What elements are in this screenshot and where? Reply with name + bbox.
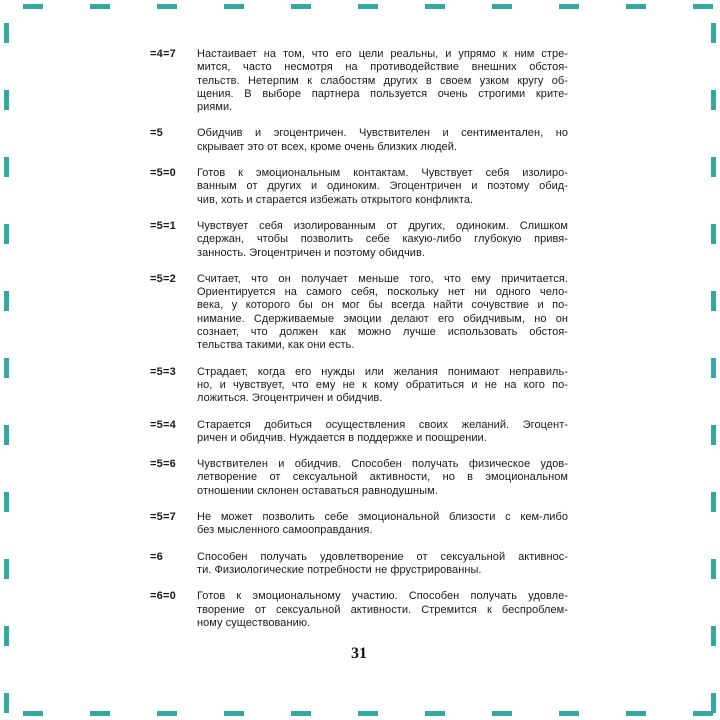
text-line: Ориентируется на самого себя, поскольку нет ни одного чело- [197,286,568,299]
text-line: Готов к эмоциональным контактам. Чувствует себя изолиро- [197,167,568,180]
entry-code: =5=3 [150,365,176,378]
text-line: сознает, что должен как можно лучше использовать обстоя- [197,326,568,339]
text-line: ричен и обидчив. Нуждается в поддержке и поощрении. [197,431,487,444]
text-line: Считает, что он получает меньше того, что ему причитается. [197,272,568,285]
text-line: мится, часто несмотря на противодействие внешних обстоя- [197,61,568,74]
entry-text [197,551,568,578]
text-line: Чувствует себя изолированным от других, одиноким. Слишком [197,219,568,232]
entry-text [197,458,568,498]
entry-row [150,167,568,207]
entry-text [197,511,568,538]
text-line: Готов к эмоциональному участию. Способен получать удовле- [197,590,568,603]
text-line: щения. В выборе партнера пользуется очень строгими крите- [197,87,568,100]
text-line: отношении склонен оставаться равнодушным. [197,484,438,497]
entry-code: =5=2 [150,272,176,285]
text-line: но, и чувствует, что ему не к кому обратиться и не на кого по- [197,378,568,391]
page-edge-dash-bottom [0,711,720,716]
text-line: летворение от сексуальной активности, но в эмоциональном [197,471,568,484]
entry-text [197,366,568,406]
entry-code: =5 [150,127,163,140]
text-line: ванным от других и одиноким. Эгоцентричен и поэтому обид- [197,180,568,193]
entry-row [150,273,568,353]
entry-text [197,590,568,630]
text-line: занность. Эгоцентричен и поэтому обидчив. [197,246,425,259]
text-line: Обидчив и эгоцентричен. Чувствителен и сентиментален, но [197,127,568,140]
entry-code: =5=1 [150,219,176,232]
text-line: сдержан, чтобы позволить себе какую-либо глубокую привя- [197,233,568,246]
text-line: Чувствителен и обидчив. Способен получать физическое удов- [197,458,568,471]
text-line: Настаивает на том, что его цели реальны, и упрямо к ним стре- [197,48,568,60]
entry-code: =6 [150,550,163,563]
entry-row [150,127,568,154]
entry-code: =5=7 [150,511,176,524]
entry-text [197,273,568,353]
text-line: скрывает это от всех, кроме очень близких людей. [197,140,458,153]
text-line: риями. [197,101,233,114]
page-edge-dash-right [711,0,716,720]
page-edge-dash-top [0,4,720,9]
entry-row [150,590,568,630]
entry-code: =5=0 [150,167,176,180]
text-line: тельства такими, как они есть. [197,339,355,352]
page-number: 31 [351,645,367,662]
text-line: ному существованию. [197,616,311,629]
entry-code: =6=0 [150,590,176,603]
entry-text [197,127,568,154]
text-line: без мысленного самооправдания. [197,524,373,537]
entry-text [197,419,568,446]
entries-list [150,48,568,643]
text-line: творение от сексуальной активности. Стремится к беспроблем- [197,603,568,616]
entry-text [197,167,568,207]
entry-text [197,220,568,260]
text-line: Страдает, когда его нужды или желания понимают неправиль- [197,365,568,378]
entry-row [150,511,568,538]
entry-text [197,48,568,114]
entry-row [150,220,568,260]
text-line: тельств. Нетерпим к слабостям других в своем узком кругу об- [197,74,568,87]
entry-row [150,48,568,114]
entry-row [150,458,568,498]
text-line: чив, хоть и старается избежать открытого конфликта. [197,193,474,206]
entry-row [150,366,568,406]
entry-code: =5=4 [150,418,176,431]
entry-row [150,551,568,578]
text-line: Не может позволить себе эмоциональной близости с кем-либо [197,511,568,524]
text-line: Способен получать удовлетворение от сексуальной активнос- [197,550,568,563]
entry-code: =4=7 [150,48,176,60]
text-line: ложиться. Эгоцентричен и обидчив. [197,392,383,405]
entry-code: =5=6 [150,458,176,471]
text-line: века, у которого бы он мог бы всегда найти сочувствие и по- [197,299,568,312]
entry-row [150,419,568,446]
page-edge-dash-left [4,0,9,720]
text-line: Старается добиться осуществления своих желаний. Эгоцент- [197,418,568,431]
text-line: нимание. Сдерживаемые эмоции делают его обидчивым, но он [197,312,568,325]
text-line: ти. Физиологические потребности не фрустрированны. [197,563,482,576]
